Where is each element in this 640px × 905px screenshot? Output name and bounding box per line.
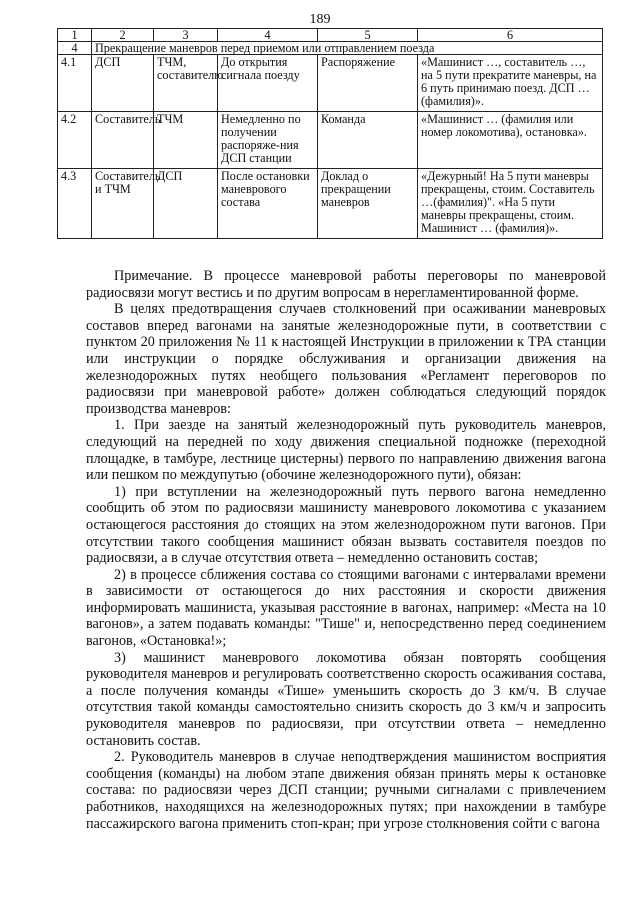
column-number: 6 (418, 29, 603, 42)
intro-paragraph: В целях предотвращения случаев столкновений при осаживании маневровых составов вперед вагонами на занятые железнодорожные пути, в соответствии с пунктом 20 приложения № 11 к настоящей Инструкции в приложении к ТРА станции или инструкции о порядке обслуживания и организации движения на железнодорожных путях необщего пользования «Регламент переговоров по радиосвязи при маневровой работе» должен соблюдаться следующий порядок производства маневров: (86, 301, 606, 417)
row-number: 4.1 (58, 55, 92, 112)
column-number: 1 (58, 29, 92, 42)
row-number: 4.3 (58, 169, 92, 239)
column-number: 4 (218, 29, 318, 42)
table-row (58, 112, 603, 169)
column-number: 3 (154, 29, 218, 42)
rule-subparagraph-2: 2) в процессе сближения состава со стоящими вагонами с интервалами времени в зависимости от остающегося до них расстояния и скорости движения информировать машиниста, указывая расстояние в вагонах, например: «Места на 10 вагонов», а затем подавать команды: "Тише" и, непосредственно перед соединением вагонов, «Остановка!»; (86, 566, 606, 650)
table-column-numbers-row (58, 29, 603, 42)
body-text (86, 268, 606, 832)
row-timing: После остановки маневрового состава (218, 169, 318, 239)
rule-paragraph-1: 1. При заезде на занятый железнодорожный путь руководитель маневров, следующий на передней по ходу движения специальной подножке (переходной площадке, в тамбуре, лестнице цистерны) первого по направлению движения вагона или пешком по междупутью (обочине железнодорожного пути), обязан: (86, 417, 606, 484)
row-sender: Составитель и ТЧМ (92, 169, 154, 239)
table-row (58, 169, 603, 239)
row-message-type: Команда (318, 112, 418, 169)
table-section-row (58, 42, 603, 55)
rule-subparagraph-1: 1) при вступлении на железнодорожный путь первого вагона немедленно сообщить об этом по радиосвязи машинисту маневрового локомотива с указанием остающегося расстояния до стоящих на этом железнодорожном пути вагонов. При отсутствии такого сообщения машинист обязан вызвать составителя поездов по радиосвязи, а в случае отсутствия ответа – немедленно остановить состав; (86, 483, 606, 567)
radio-regulation-table (57, 28, 603, 239)
row-message-text: «Машинист … (фамилия или номер локомотива), остановка». (418, 112, 603, 169)
page-number: 189 (309, 12, 331, 27)
note-paragraph: Примечание. В процессе маневровой работы переговоры по маневровой радиосвязи могут вестись и по другим вопросам в нерегламентированной форме. (86, 268, 606, 301)
row-message-type: Доклад о прекращении маневров (318, 169, 418, 239)
column-number: 2 (92, 29, 154, 42)
rule-subparagraph-3: 3) машинист маневрового локомотива обязан повторять сообщения руководителя маневров и регулировать соответственно скорость осаживания состава, а после получения команды «Тише» уменьшить скорость до 3 км/ч. В случае отсутствия такой команды самостоятельно снизить скорость до 3 км/ч и запросить руководителя маневров по радиосвязи, при отсутствии ответа – немедленно остановить состав. (86, 649, 606, 749)
table-row (58, 55, 603, 112)
row-timing: Немедленно по получении распоряже-ния ДСП станции (218, 112, 318, 169)
rule-paragraph-2: 2. Руководитель маневров в случае неподтверждения машинистом восприятия сообщения (команды) на любом этапе движения обязан принять меры к остановке состава: по радиосвязи через ДСП станции; ручными сигналами с привлечением работников, находящихся на железнодорожных путях; при нахождении в тамбуре пассажирского вагона применить стоп-кран; при угрозе столкновения сойти с вагона (86, 749, 606, 832)
row-message-type: Распоряжение (318, 55, 418, 112)
row-timing: До открытия сигнала поезду (218, 55, 318, 112)
row-number: 4.2 (58, 112, 92, 169)
row-sender: Составитель (92, 112, 154, 169)
row-recipient: ТЧМ, составителю (154, 55, 218, 112)
row-message-text: «Дежурный! На 5 пути маневры прекращены, стоим. Составитель …(фамилия)". «На 5 пути маневры прекращены, стоим. Машинист … (фамилия)». (418, 169, 603, 239)
column-number: 5 (318, 29, 418, 42)
section-title: Прекращение маневров перед приемом или отправлением поезда (92, 42, 603, 55)
section-number: 4 (58, 42, 92, 55)
row-sender: ДСП (92, 55, 154, 112)
row-recipient: ТЧМ (154, 112, 218, 169)
row-message-text: «Машинист …, составитель …, на 5 пути прекратите маневры, на 6 путь принимаю поезд. ДСП … (фамилия)». (418, 55, 603, 112)
row-recipient: ДСП (154, 169, 218, 239)
